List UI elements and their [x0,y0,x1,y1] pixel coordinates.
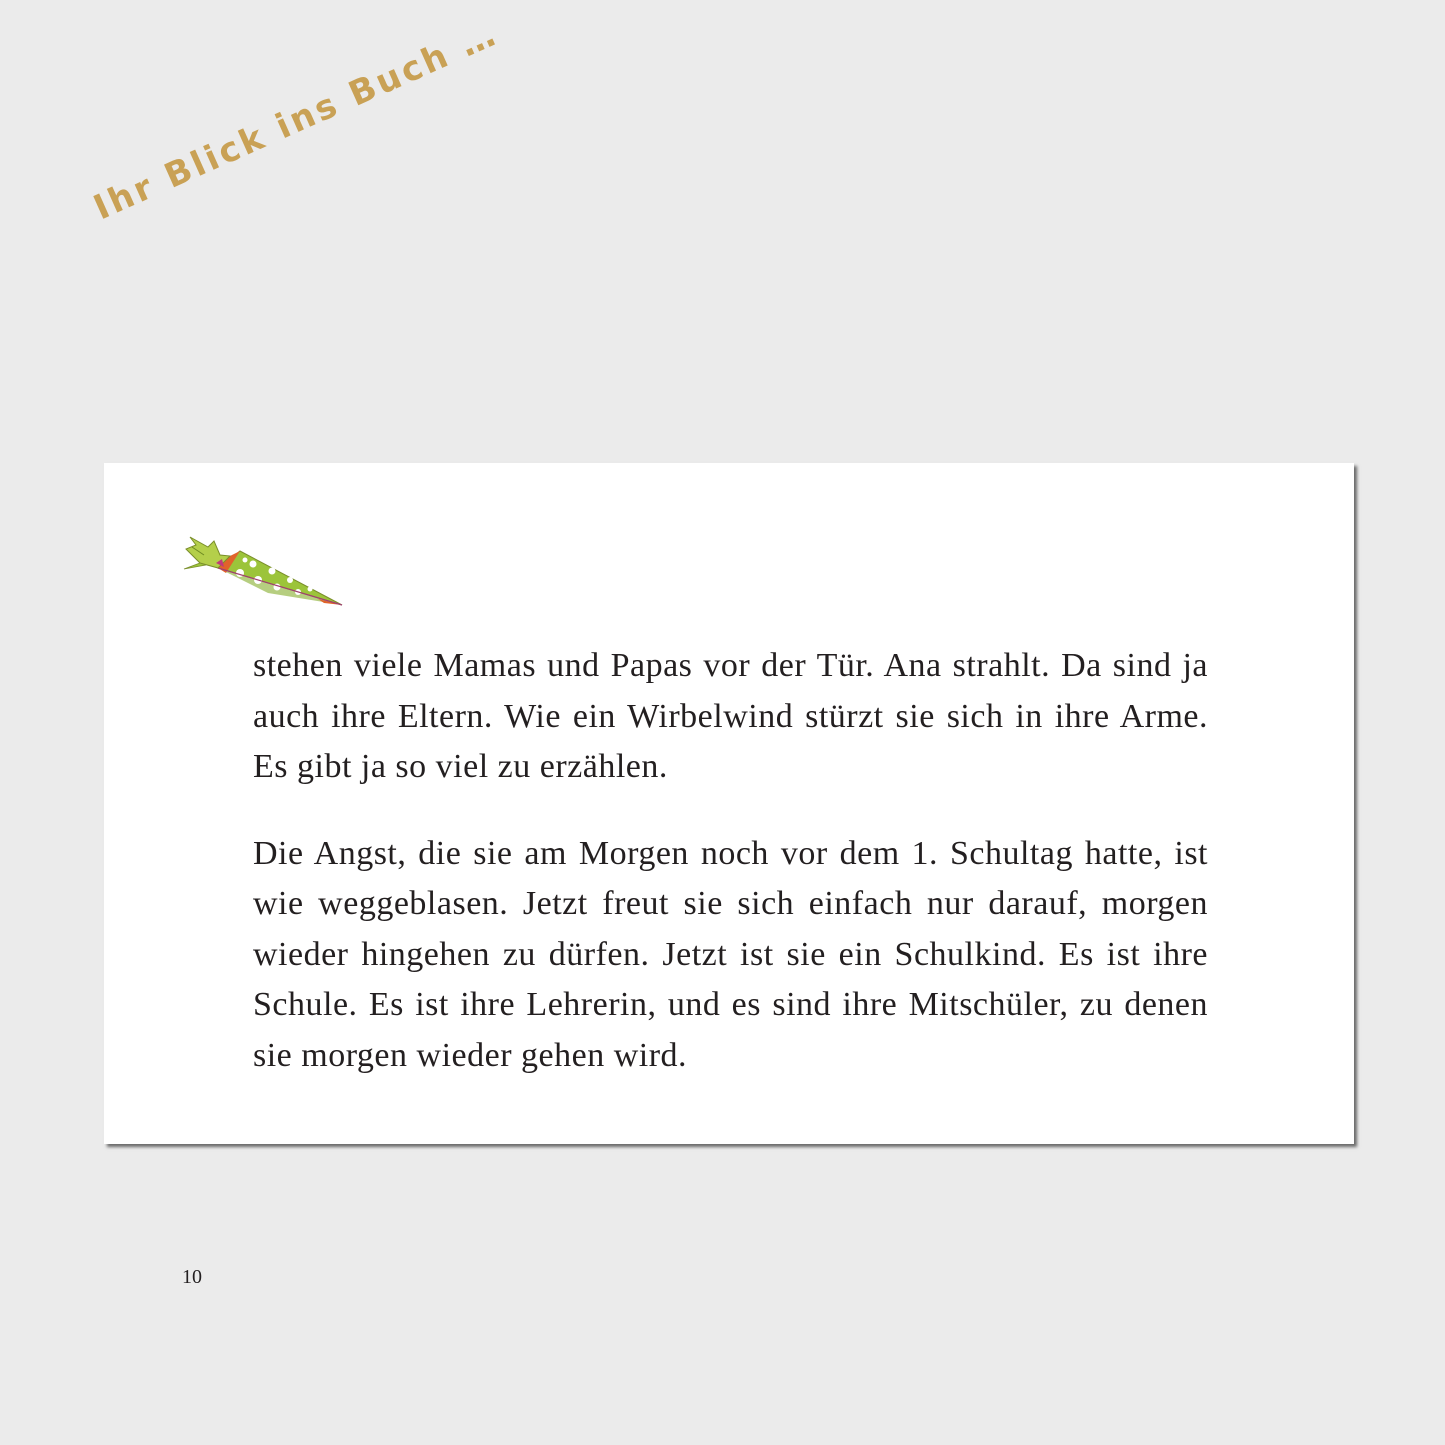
story-text [253,641,1208,1117]
paragraph: Die Angst, die sie am Morgen noch vor dem 1. Schultag hatte, ist wie weggeblasen. Jetzt freut sie sich einfach nur darauf, morgen wieder hingehen zu dürfen. Jetzt ist sie ein Schulkind. Es ist ihre Schule. Es ist ihre Lehrerin, und es sind ihre Mitschüler, zu denen sie morgen wieder gehen wird. [253,834,1208,1074]
school-cone-icon [178,533,344,613]
book-preview-banner: Ihr Blick ins Buch … [87,13,504,229]
page-number: 10 [182,1266,202,1288]
paragraph: stehen viele Mamas und Papas vor der Tür. Ana strahlt. Da sind ja auch ihre Eltern. Wie ein Wirbelwind stürzt sie sich in ihre Arme. Es gibt ja so viel zu erzählen. [253,647,1208,785]
book-page [104,463,1354,1288]
